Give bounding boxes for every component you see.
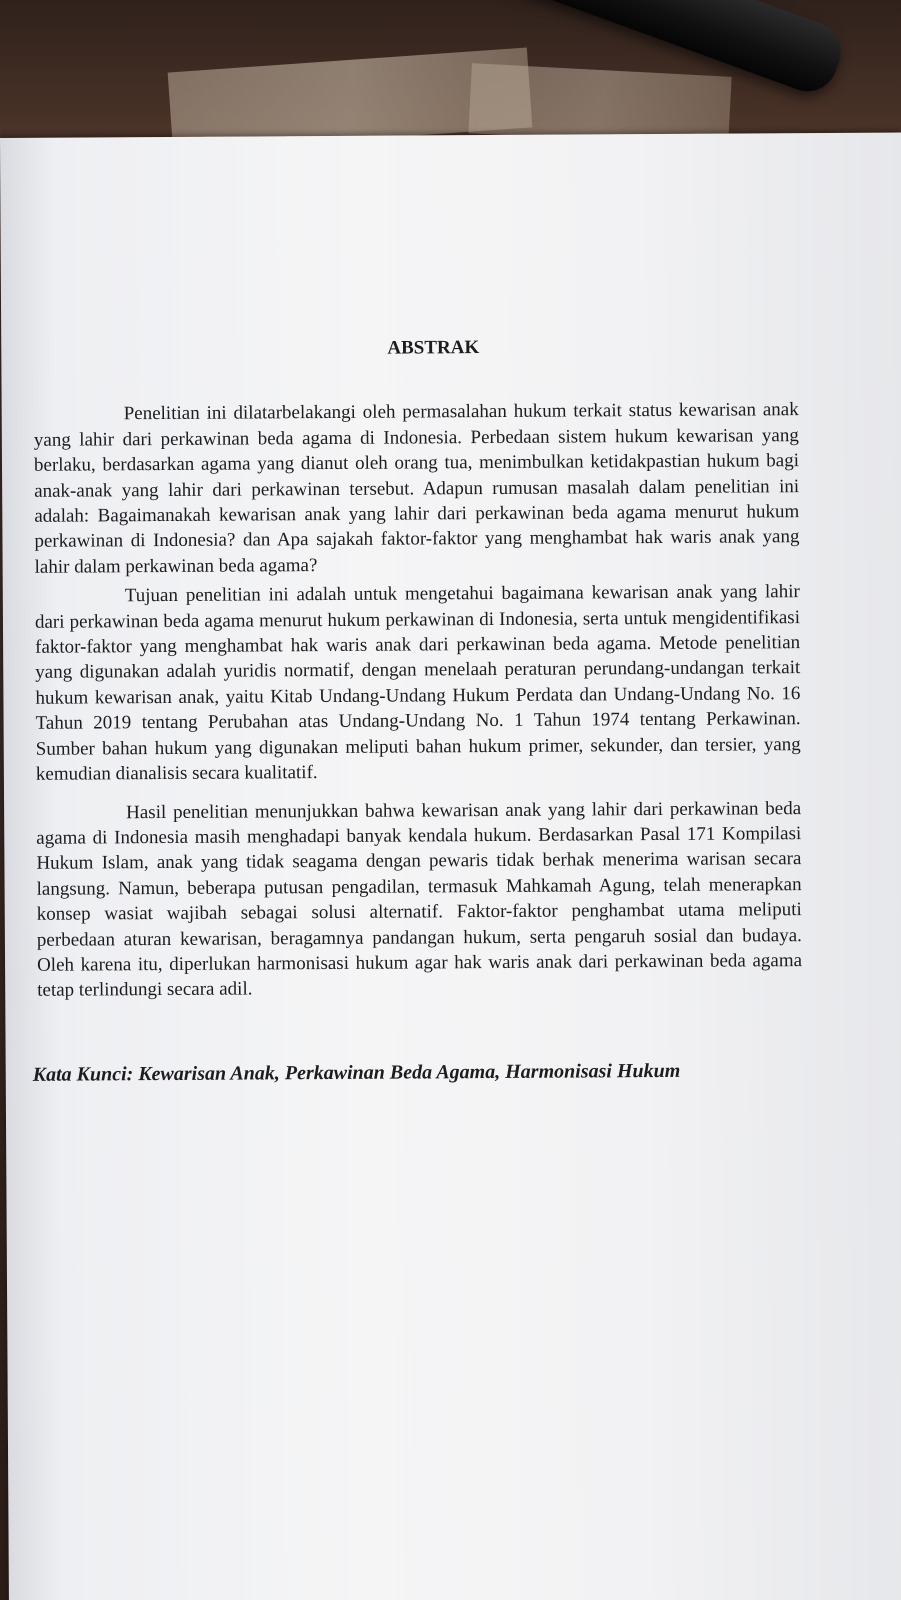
abstract-title: ABSTRAK xyxy=(387,337,480,359)
keywords-line: Kata Kunci: Kewarisan Anak, Perkawinan Beda Agama, Harmonisasi Hukum xyxy=(32,1059,681,1086)
abstract-document xyxy=(28,333,803,1088)
paragraph-objective-method: Tujuan penelitian ini adalah untuk mengetahui bagaimana kewarisan anak yang lahir dari perkawinan beda agama menurut hukum perkawinan di Indonesia, serta untuk mengidentifikasi faktor-faktor yang menghambat hak waris anak dari perkawinan beda agama. Metode penelitian yang digunakan adalah yuridis normatif, dengan menelaah peraturan perundang-undangan terkait hukum kewarisan anak, yaitu Kitab Undang-Undang Hukum Perdata dan Undang-Undang No. 16 Tahun 2019 tentang Perubahan atas Undang-Undang No. 1 Tahun 1974 tentang Perkawinan. Sumber bahan hukum yang digunakan meliputi bahan hukum primer, sekunder, dan tersier, yang kemudian dianalisis secara kualitatif. xyxy=(34,581,801,785)
paper-sheet xyxy=(0,132,901,1600)
paragraph-background: Penelitian ini dilatarbelakangi oleh permasalahan hukum terkait status kewarisan anak yang lahir dari perkawinan beda agama di Indonesia. Perbedaan sistem hukum kewarisan yang berlaku, berdasarkan agama yang dianut oleh orang tua, menimbulkan ketidakpastian hukum bagi anak-anak yang lahir dari perkawinan tersebut. Adapun rumusan masalah dalam penelitian ini adalah: Bagaimanakah kewarisan anak yang lahir dari perkawinan beda agama menurut hukum perkawinan di Indonesia? dan Apa sajakah faktor-faktor yang menghambat hak waris anak yang lahir dalam perkawinan beda agama? xyxy=(33,399,800,578)
paragraph-results: Hasil penelitian menunjukkan bahwa kewarisan anak yang lahir dari perkawinan beda agama di Indonesia masih menghadapi banyak kendala hukum. Berdasarkan Pasal 171 Kompilasi Hukum Islam, anak yang tidak seagama dengan pewaris tidak berhak menerima warisan secara langsung. Namun, beberapa putusan pengadilan, termasuk Mahkamah Agung, telah menerapkan konsep wasiat wajibah sebagai solusi alternatif. Faktor-faktor penghambat utama meliputi perbedaan aturan kewarisan, beragamnya pandangan hukum, serta pengaruh sosial dan budaya. Oleh karena itu, diperlukan harmonisasi hukum agar hak waris anak dari perkawinan beda agama tetap terlindungi secara adil. xyxy=(36,797,803,1002)
